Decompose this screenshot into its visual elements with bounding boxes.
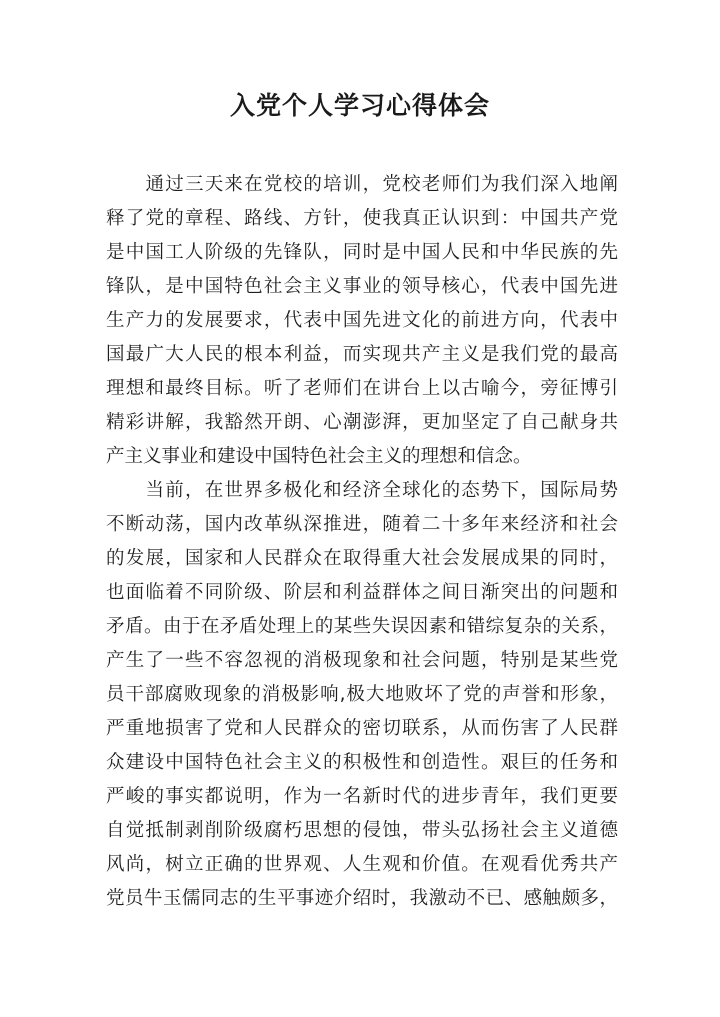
text-line: 产生了一些不容忽视的消极现象和社会问题，特别是某些党 <box>106 650 618 671</box>
text-line: 当前，在世界多极化和经济全球化的态势下，国际局势 <box>106 480 618 501</box>
text-line: 精彩讲解，我豁然开朗、心潮澎湃，更加坚定了自己献身共 <box>106 412 618 433</box>
text-line: 理想和最终目标。听了老师们在讲台上以古喻今，旁征博引 <box>106 378 618 399</box>
text-line: 员干部腐败现象的消极影响,极大地败坏了党的声誉和形象， <box>106 684 618 705</box>
text-line: 是中国工人阶级的先锋队，同时是中国人民和中华民族的先 <box>106 242 618 263</box>
text-line: 生产力的发展要求，代表中国先进文化的前进方向，代表中 <box>106 310 618 331</box>
text-line: 严重地损害了党和人民群众的密切联系，从而伤害了人民群 <box>106 718 618 739</box>
text-line: 严峻的事实都说明，作为一名新时代的进步青年，我们更要 <box>106 786 618 807</box>
text-line: 自觉抵制剥削阶级腐朽思想的侵蚀，带头弘扬社会主义道德 <box>106 820 618 841</box>
text-line: 矛盾。由于在矛盾处理上的某些失误因素和错综复杂的关系， <box>106 616 618 637</box>
text-line: 通过三天来在党校的培训，党校老师们为我们深入地阐 <box>106 174 618 195</box>
text-line: 不断动荡，国内改革纵深推进，随着二十多年来经济和社会 <box>106 514 618 535</box>
document-body <box>106 168 618 916</box>
document-title: 入党个人学习心得体会 <box>229 91 490 120</box>
text-line: 产主义事业和建设中国特色社会主义的理想和信念。 <box>106 446 532 467</box>
text-line: 众建设中国特色社会主义的积极性和创造性。艰巨的任务和 <box>106 752 618 773</box>
text-line: 党员牛玉儒同志的生平事迹介绍时，我激动不已、感触颇多， <box>106 888 618 909</box>
paragraph-1 <box>106 168 618 474</box>
text-line: 锋队，是中国特色社会主义事业的领导核心，代表中国先进 <box>106 276 618 297</box>
text-line: 的发展，国家和人民群众在取得重大社会发展成果的同时， <box>106 548 618 569</box>
text-line: 风尚，树立正确的世界观、人生观和价值。在观看优秀共产 <box>106 854 618 875</box>
text-line: 也面临着不同阶级、阶层和利益群体之间日渐突出的问题和 <box>106 582 618 603</box>
text-line: 国最广大人民的根本利益，而实现共产主义是我们党的最高 <box>106 344 618 365</box>
paragraph-2 <box>106 474 618 916</box>
text-line: 释了党的章程、路线、方针，使我真正认识到：中国共产党 <box>106 208 618 229</box>
